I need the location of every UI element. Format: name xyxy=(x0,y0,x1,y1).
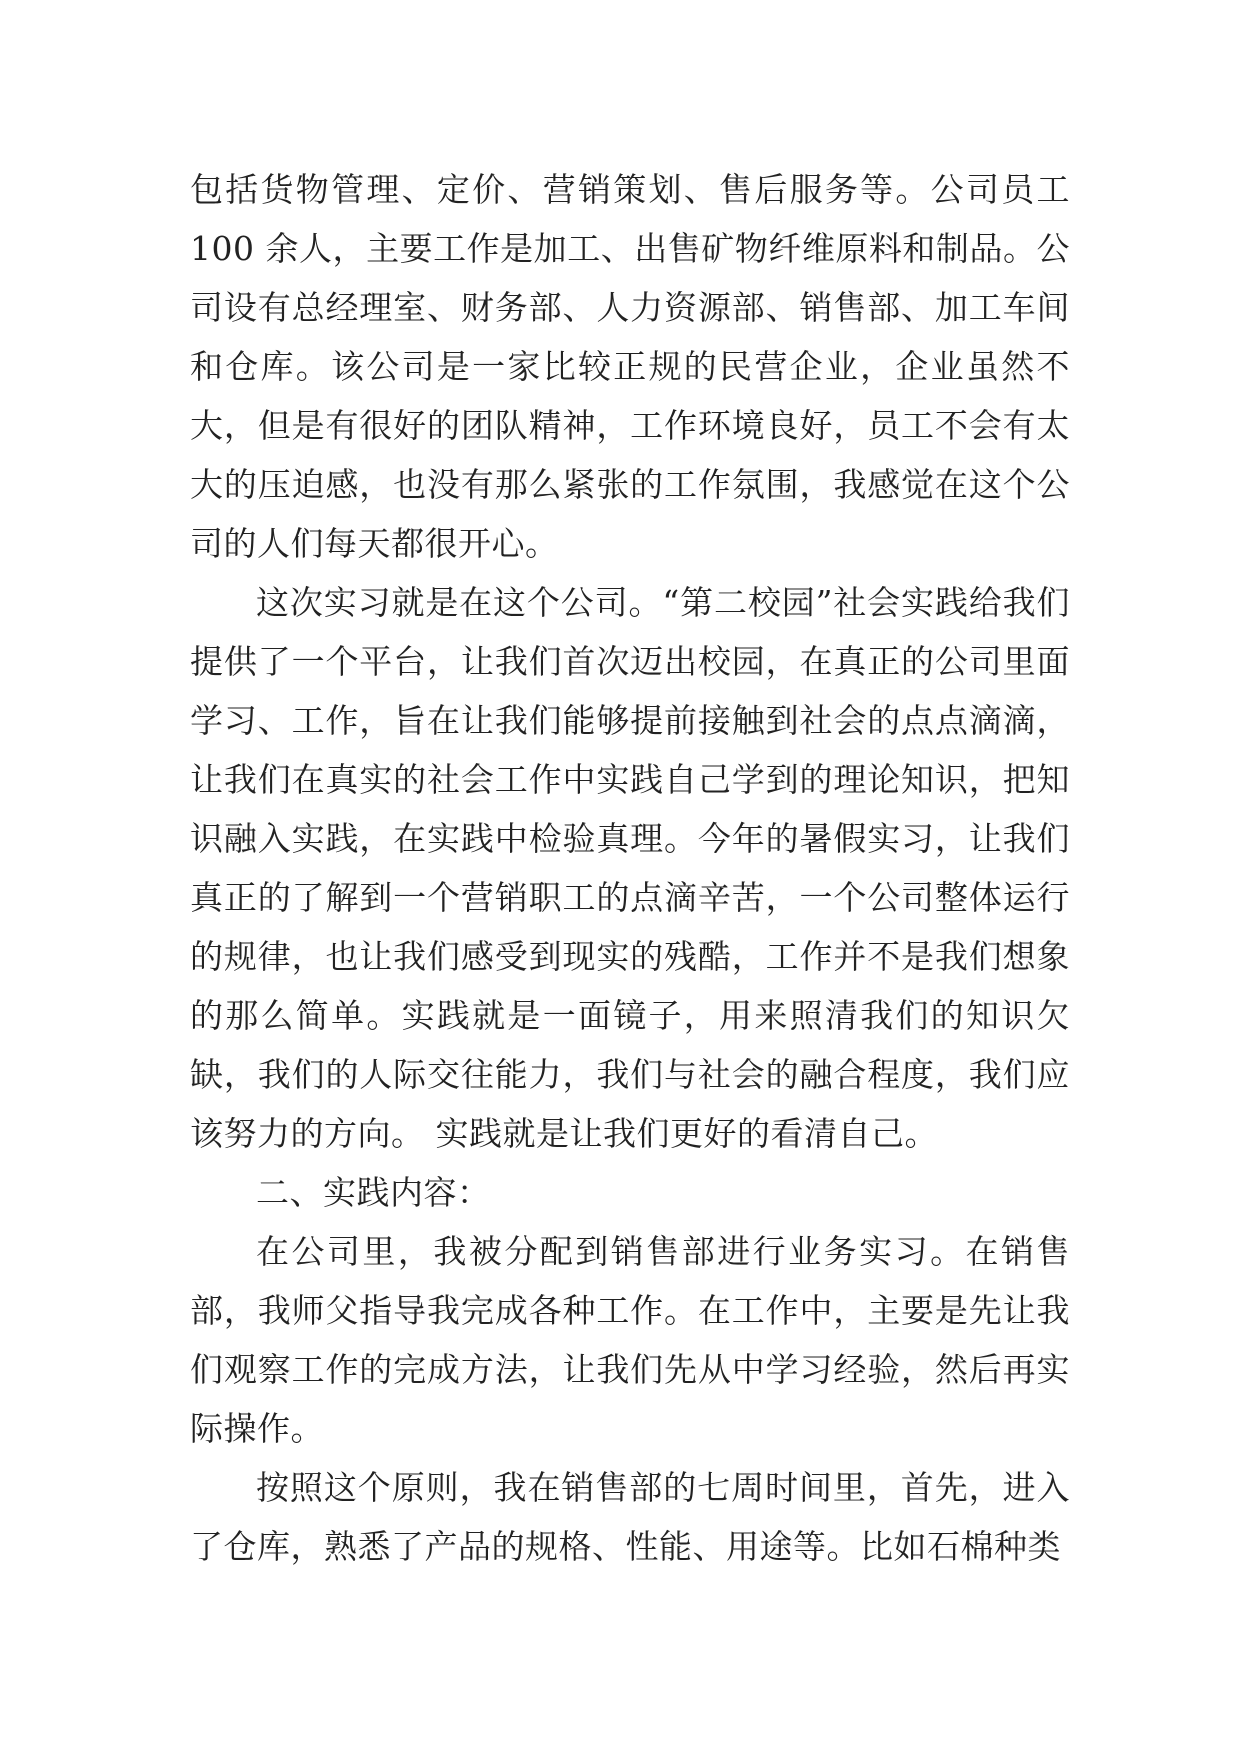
paragraph-sales-assignment: 在公司里，我被分配到销售部进行业务实习。在销售部，我师父指导我完成各种工作。在工作中，主要是先让我们观察工作的完成方法，让我们先从中学习经验，然后再实际操作。 xyxy=(190,1232,1070,1448)
section-heading-practice-content: 二、实践内容： xyxy=(256,1173,491,1212)
paragraph-company-overview: 包括货物管理、定价、营销策划、售后服务等。公司员工 100 余人，主要工作是加工、出售矿物纤维原料和制品。公司设有总经理室、财务部、人力资源部、销售部、加工车间和仓库。该公司是一家比较正规的民营企业，企业虽然不大，但是有很好的团队精神，工作环境良好，员工不会有太大的压迫感，也没有那么紧张的工作氛围，我感觉在这个公司的人们每天都很开心。 xyxy=(190,170,1070,563)
paragraph-internship-purpose: 这次实习就是在这个公司。“第二校园”社会实践给我们提供了一个平台，让我们首次迈出校园，在真正的公司里面学习、工作，旨在让我们能够提前接触到社会的点点滴滴，让我们在真实的社会工作中实践自己学到的理论知识，把知识融入实践，在实践中检验真理。今年的暑假实习，让我们真正的了解到一个营销职工的点滴辛苦，一个公司整体运行的规律，也让我们感受到现实的残酷，工作并不是我们想象的那么简单。实践就是一面镜子，用来照清我们的知识欠缺，我们的人际交往能力，我们与社会的融合程度，我们应该努力的方向。 实践就是让我们更好的看清自己。 xyxy=(190,583,1070,1153)
document-body xyxy=(190,160,1070,1576)
paragraph-warehouse-learning: 按照这个原则，我在销售部的七周时间里，首先，进入了仓库，熟悉了产品的规格、性能、用途等。比如石棉种类 xyxy=(190,1468,1070,1566)
